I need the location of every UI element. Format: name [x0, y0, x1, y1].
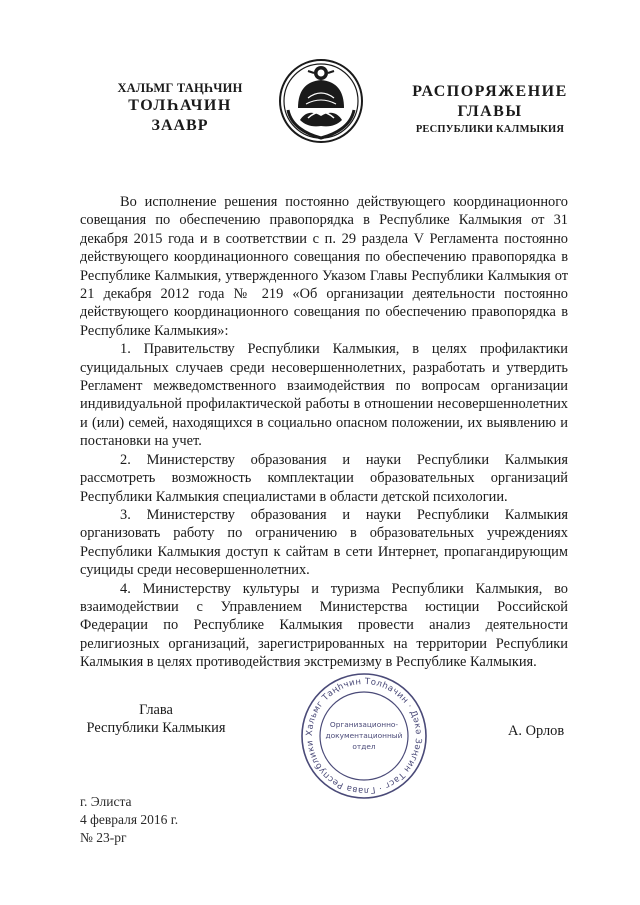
- item-paragraph-3: 3. Министерству образования и науки Республики Калмыкия организовать работу по ограничению в образовательных учреждениях Республики Калмыкия доступ к сайтам в сети Интернет, пропагандирующим суициды среди несовершеннолетних.: [80, 506, 568, 579]
- signatory-title-line1: Глава: [139, 702, 173, 718]
- footer-city: г. Элиста: [80, 794, 132, 809]
- item-paragraph-4: 4. Министерству культуры и туризма Республики Калмыкия, во взаимодействии с Управлением Министерства юстиции Российской Федерации по Республике Калмыкия провести анализ деятельности религиозных организаций, зарегистрированных на территории Республики Калмыкия в целях противодействия экстремизму в Республике Калмыкия.: [80, 580, 568, 671]
- document-body: [80, 193, 568, 672]
- document-footer: [80, 793, 178, 847]
- signatory-title: [80, 701, 232, 738]
- official-stamp: [298, 670, 430, 802]
- footer-number: № 23-рг: [80, 830, 127, 845]
- intro-paragraph: Во исполнение решения постоянно действующего координационного совещания по обеспечению правопорядка в Республике Калмыкия от 31 декабря 2015 года и в соответствии с п. 29 раздела V Регламента постоянно действующего координационного совещания по обеспечению правопорядка в Республике Калмыкия, утвержденного Указом Главы Республики Калмыкия от 21 декабря 2012 года № 219 «Об организации деятельности постоянно действующего координационного совещания по обеспечению правопорядка в Республике Калмыкия»:: [80, 194, 568, 339]
- header-right-line2: ГЛАВЫ: [457, 102, 523, 120]
- header-left-line2: ТОЛҺАЧИН: [128, 97, 232, 115]
- stamp-outer-text: Хальмг Таңһчин Толһачин · Дәкә Зәңгин Тасг · Глава Республики: [304, 676, 424, 796]
- stamp-inner-line3: отдел: [352, 742, 376, 751]
- signatory-title-line2: Республики Калмыкия: [86, 720, 226, 737]
- stamp-inner-line2: документационный: [325, 731, 403, 740]
- header-right-line1: РАСПОРЯЖЕНИЕ: [412, 83, 568, 100]
- item-paragraph-1: 1. Правительству Республики Калмыкия, в целях профилактики суицидальных случаев среди несовершеннолетних, разработать и утвердить Регламент межведомственного взаимодействия по вопросам организации индивидуальной профилактической работы в отношении несовершеннолетних и (или) семей, находящихся в социально опасном положении, их выявлению и постановки на учет.: [80, 341, 568, 450]
- header-left-line1: ХАЛЬМГ ТАҢҺЧИН: [117, 81, 243, 95]
- footer-date: 4 февраля 2016 г.: [80, 812, 179, 827]
- signatory-name: А. Орлов: [508, 723, 565, 739]
- header-right-line3: РЕСПУБЛИКИ КАЛМЫКИЯ: [415, 123, 565, 135]
- header-left-line3: ЗААВР: [151, 116, 209, 134]
- item-paragraph-2: 2. Министерству образования и науки Республики Калмыкия рассмотреть возможность комплектации образовательных организаций Республики Калмыкия специалистами в области детской психологии.: [80, 451, 568, 505]
- header-left-kalmyk-title: [110, 82, 250, 135]
- header-right-russian-title: [405, 84, 575, 135]
- kalmykia-coat-of-arms-icon: [278, 58, 364, 144]
- stamp-inner-line1: Организационно-: [329, 720, 399, 729]
